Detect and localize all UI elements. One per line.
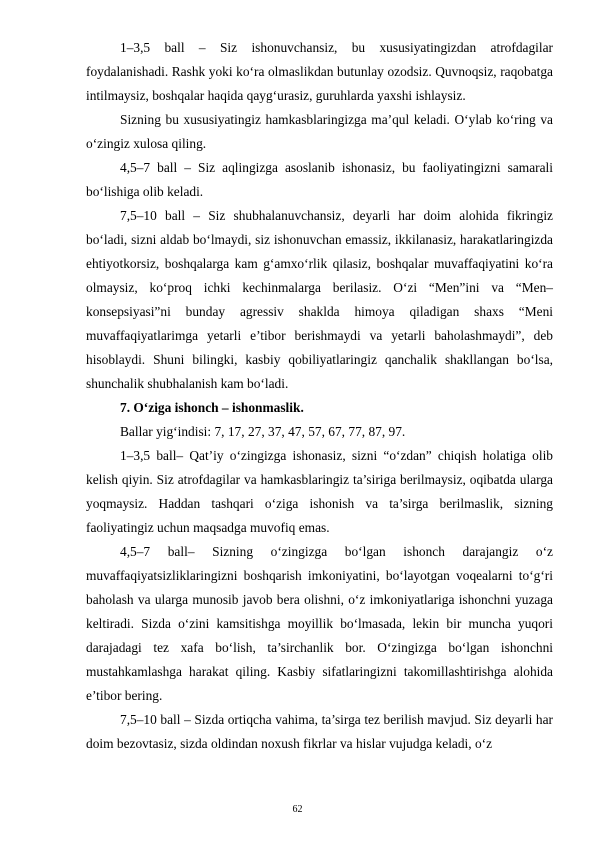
paragraph-score-1: 1–3,5 ball – Siz ishonuvchansiz, bu xususiyatingizdan atrofdagilar foydalanishadi. Rashk yoki ko‘ra olmaslikdan butunlay ozodsiz. Quvnoqsiz, raqobatga intilmaysiz, boshqalar haqida qayg‘urasiz, guruhlarda yaxshi ishlaysiz. bbox=[86, 40, 553, 103]
scores-line: Ballar yig‘indisi: 7, 17, 27, 37, 47, 57, 67, 77, 87, 97. bbox=[120, 424, 406, 439]
paragraph-score-2: 4,5–7 ball – Siz aqlingizga asoslanib ishonasiz, bu faoliyatingizni samarali bo‘lishiga olib keladi. bbox=[86, 160, 553, 199]
paragraph-confidence-score-1: 1–3,5 ball– Qat’iy o‘zingizga ishonasiz, sizni “o‘zdan” chiqish holatiga olib kelish qiyin. Siz atrofdagilar va hamkasblaringiz ta’siriga berilmaysiz, oqibatda ularga yoqmaysiz. Haddan tashqari o‘ziga ishonish va ta’sirga berilmaslik, sizning faoliyatingiz uchun maqsadga muvofiq emas. bbox=[86, 448, 553, 535]
page-number: 62 bbox=[292, 804, 303, 815]
paragraph-confidence-score-3: 7,5–10 ball – Sizda ortiqcha vahima, ta’sirga tez berilish mavjud. Siz deyarli har doim bezovtasiz, sizda oldindan noxush fikrlar va hislar vujudga keladi, o‘z bbox=[86, 712, 553, 751]
paragraph-confidence-score-2: 4,5–7 ball– Sizning o‘zingizga bo‘lgan ishonch darajangiz o‘z muvaffaqiyatsizliklaringizni boshqarish imkoniyatini, bo‘layotgan voqealarni to‘g‘ri baholash va ularga munosib javob bera olishni, o‘z imkoniyatlariga ishonchni yuzaga keltiradi. Sizda o‘zini kamsitishga moyillik bo‘lmasada, lekin bir muncha yuqori darajadagi tez xafa bo‘lish, ta’sirchanlik bor. O‘zingizga bo‘lgan ishonchni mustahkamlashga harakat qiling. Kasbiy sifatlaringizni takomillashtirishga alohida e’tibor bering. bbox=[86, 544, 553, 703]
paragraph-conclusion: Sizning bu xususiyatingiz hamkasblaringizga ma’qul keladi. O‘ylab ko‘ring va o‘zingiz xulosa qiling. bbox=[86, 112, 553, 151]
section-heading: 7. O‘ziga ishonch – ishonmaslik. bbox=[120, 400, 304, 415]
paragraph-score-3: 7,5–10 ball – Siz shubhalanuvchansiz, deyarli har doim alohida fikringiz bo‘ladi, sizni aldab bo‘lmaydi, siz ishonuvchan emassiz, ikkilanasiz, harakatlaringizda ehtiyotkorsiz, boshqalarga kam g‘amxo‘rlik qilasiz, boshqalar muvaffaqiyatini ko‘ra olmaysiz, ko‘proq ichki kechinmalarga berilasiz. O‘zi “Men”ini va “Men–konsepsiyasi”ni bunday agressiv shaklda himoya qiladigan shaxs “Meni muvaffaqiyatlarimga yetarli e’tibor berishmaydi va yetarli baholashmaydi”, deb hisoblaydi. Shuni bilingki, kasbiy qobiliyatlaringiz qanchalik shakllangan bo‘lsa, shunchalik shubhalanish kam bo‘ladi. bbox=[86, 208, 553, 391]
